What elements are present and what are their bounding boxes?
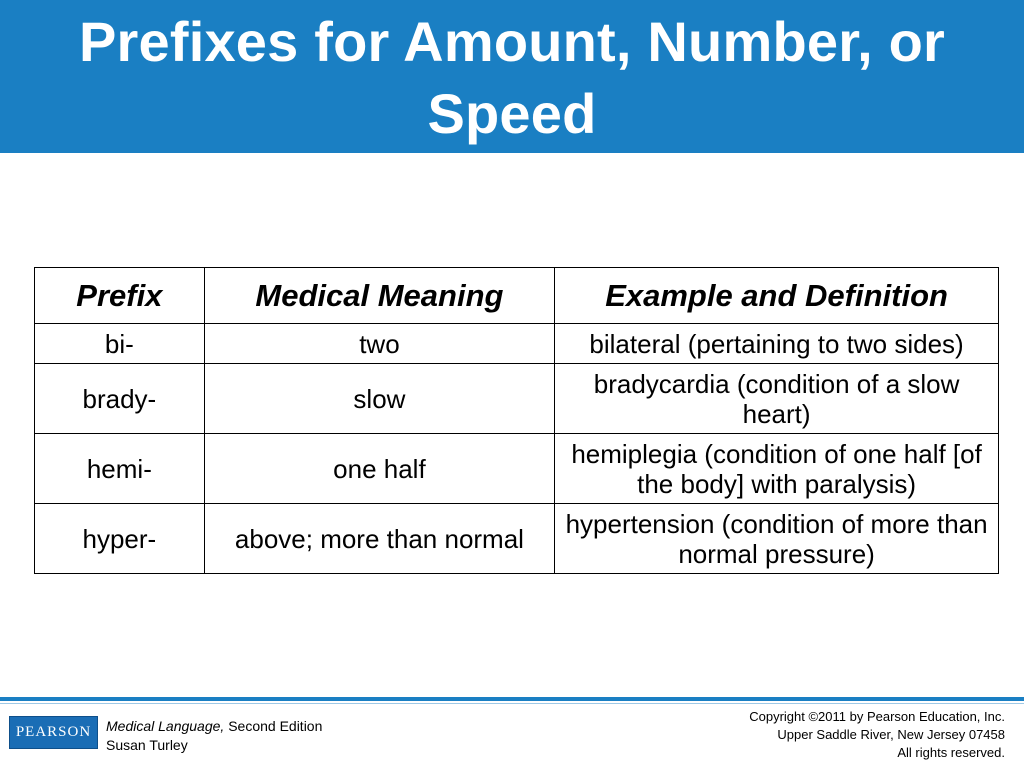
table-row (35, 324, 999, 364)
book-title: Medical Language, (106, 718, 225, 734)
footer-divider-thin (0, 703, 1024, 704)
table-header-row (35, 268, 999, 324)
slide-title: Prefixes for Amount, Number, or Speed (78, 10, 946, 145)
pearson-logo (9, 716, 98, 749)
prefix-cell: hyper- (35, 504, 205, 574)
example-cell: bilateral (pertaining to two sides) (555, 324, 999, 364)
prefix-cell: brady- (35, 364, 205, 434)
example-cell: hemiplegia (condition of one half [of the body] with paralysis) (555, 434, 999, 504)
prefix-table (34, 267, 999, 574)
footer-divider (0, 697, 1024, 701)
example-cell: hypertension (condition of more than normal pressure) (555, 504, 999, 574)
table-row (35, 434, 999, 504)
book-title-line (106, 717, 322, 736)
meaning-cell: slow (204, 364, 554, 434)
address-line: Upper Saddle River, New Jersey 07458 (777, 727, 1005, 742)
book-info (106, 717, 322, 755)
rights-line: All rights reserved. (897, 745, 1005, 760)
book-edition: Second Edition (224, 718, 323, 734)
example-cell: bradycardia (condition of a slow heart) (555, 364, 999, 434)
table-row (35, 504, 999, 574)
meaning-cell: above; more than normal (204, 504, 554, 574)
meaning-cell: one half (204, 434, 554, 504)
header-prefix: Prefix (35, 268, 205, 324)
book-author: Susan Turley (106, 737, 188, 753)
table-row (35, 364, 999, 434)
title-bar (0, 0, 1024, 153)
header-example-definition: Example and Definition (555, 268, 999, 324)
prefix-cell: hemi- (35, 434, 205, 504)
pearson-logo-text: PEARSON (15, 724, 92, 740)
copyright-notice (749, 708, 1005, 762)
header-medical-meaning: Medical Meaning (204, 268, 554, 324)
meaning-cell: two (204, 324, 554, 364)
copyright-line: Copyright ©2011 by Pearson Education, Inc. (749, 709, 1005, 724)
prefix-cell: bi- (35, 324, 205, 364)
